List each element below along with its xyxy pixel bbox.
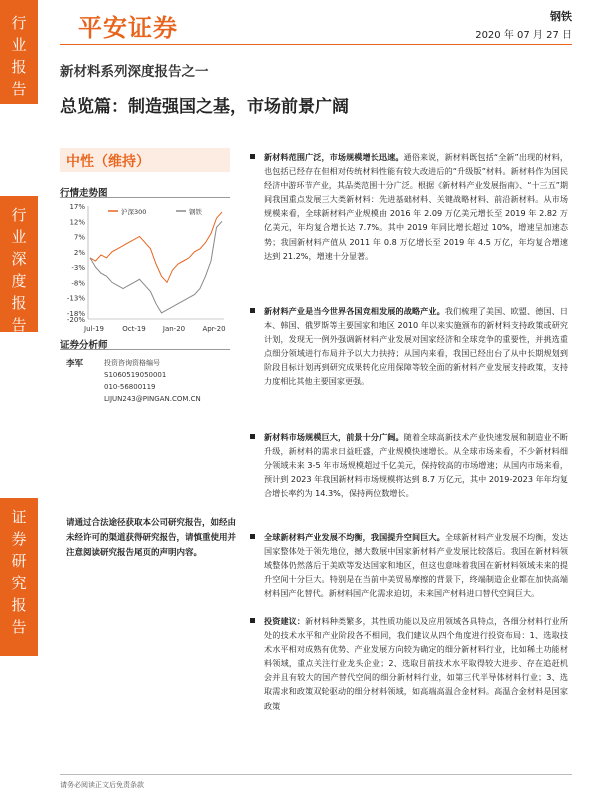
analyst-id: S1060519050001: [104, 371, 167, 379]
chart-section-label: 行情走势图: [60, 188, 108, 199]
x-tick-label: Jan-20: [162, 325, 186, 333]
summary-paragraph: [250, 614, 568, 713]
y-tick-label: 17%: [69, 203, 85, 211]
sidebar-char: 券: [11, 530, 27, 548]
sidebar-char: 行: [11, 14, 27, 32]
sidebar-char: 究: [11, 574, 27, 592]
paragraph-text: 全球新材料产业发展不均衡，发达国家整体处于领先地位，撼大数展中国家新材料产业发展比较落后。我国在新材料领域整体仍然落后于美欧等发达国家和地区，但这也意味着我国在新材料领域未来的提升空间十分巨大。特别是在当前中美贸易摩擦的背景下，终端制造企业都在加快高端材料国产化替代。新材料国产化需求迫切，未来国产材料进口替代空间巨大。: [264, 532, 568, 599]
sidebar-char: 告: [11, 316, 27, 334]
paragraph-text: 我们梳理了美国、欧盟、德国、日本、韩国、俄罗斯等主要国家和地区 2010 年以来实施颁布的新材料支持政策或研究计划，发现无一例外强调新材料产业发展对国家经济和全球竞争的重要性，并挑选重点细分领域进行布局并予以大力扶持；从国内来看，我国已经出台了从中长期规划到阶段目标计划再到研究成果转化应用保障等较全面的新材料产业发展支持政策，支持力度相比其他主要国家更强。: [264, 306, 568, 387]
analyst-title: 投资咨询资格编号: [104, 359, 160, 367]
sidebar-block-research-report: [0, 498, 38, 656]
paragraph-lead: 全球新材料产业发展不均衡，我国提升空间巨大。: [264, 532, 445, 542]
sidebar-char: 度: [11, 272, 27, 290]
x-tick-label: Jul-19: [84, 325, 104, 333]
chart-svg: [60, 200, 230, 335]
legal-notice: 请通过合法途径获取本公司研究报告，如经由未经许可的渠道获得研究报告，请慎重使用并注意阅读研究报告尾页的声明内容。: [66, 518, 237, 558]
paragraph-text: 随着全球高新技术产业快速发展和制造业不断升级，新材料的需求日益旺盛，产业规模快速增长。从全球市场来看，不少新材料细分领域未来 3-5 年市场规模超过千亿美元，保持较高的市场增速；从国内市场来看，预计到 2023 年我国新材料市场规模将达到 8.7 万亿元，其中 2019-2023 年年均复合增长率约为 14.3%，保持两位数增长。: [264, 432, 568, 499]
sidebar-char: 行: [11, 206, 27, 224]
report-date: 2020 年 07 月 27 日: [475, 30, 572, 41]
sidebar-char: 业: [11, 36, 27, 54]
analyst-section-label: 证券分析师: [60, 340, 108, 351]
sidebar-char: 研: [11, 552, 27, 570]
x-tick-label: Oct-19: [122, 325, 146, 333]
footer-divider: [60, 774, 572, 775]
bullet-icon: [250, 434, 255, 439]
sidebar-char: 证: [11, 508, 27, 526]
analyst-info: [104, 357, 201, 405]
industry-label: 钢铁: [550, 10, 572, 23]
sidebar-char: 报: [11, 294, 27, 312]
summary-paragraph: [250, 430, 568, 500]
bullet-icon: [250, 618, 255, 623]
y-tick-label: -8%: [71, 279, 85, 288]
summary-paragraph: [250, 150, 568, 263]
y-tick-label: -18%: [66, 309, 85, 318]
sidebar-block-depth-report: [0, 196, 38, 332]
legend-label: 钢铁: [189, 208, 202, 216]
sidebar-char: 报: [11, 596, 27, 614]
left-sidebar: [0, 0, 38, 800]
rating-badge: 中性（维持）: [60, 148, 230, 172]
sidebar-char: 告: [11, 80, 27, 98]
company-logo: 平安证券: [78, 14, 178, 42]
paragraph-lead: 新材料产业是当今世界各国竞相发展的战略产业。: [264, 306, 445, 316]
summary-paragraph: [250, 530, 568, 600]
analyst-email: LIJUN243@PINGAN.COM.CN: [104, 395, 201, 403]
y-tick-label: 12%: [69, 218, 85, 227]
sidebar-char: 报: [11, 58, 27, 76]
y-tick-label: 2%: [73, 248, 85, 257]
paragraph-text: 新材料种类繁多，其性质功能以及应用领域各具特点，各细分材料行业所处的技术水平和产业阶段各不相同，我们建议从四个角度进行投资布局：1、选取技术水平相对成熟有优势、产业发展方向较为确定的细分新材料行业，比如稀土功能材料领域，重点关注行业龙头企业；2、选取目前技术水平取得较大进步、存在追赶机会并且有较大的国产替代空间的细分新材料行业，如第三代半导体材料行业；3、选取需求和政策双轮驱动的细分材料领域，如高端高温合金材料。高温合金材料是国家政策: [264, 616, 568, 711]
summary-paragraph: [250, 304, 568, 389]
report-title: 总览篇：制造强国之基，市场前景广阔: [60, 97, 349, 117]
series-line: [90, 221, 222, 313]
y-tick-label: -13%: [66, 294, 85, 303]
bullet-icon: [250, 534, 255, 539]
series-line: [90, 212, 222, 282]
header-divider: [60, 44, 572, 45]
analyst-name: 李军: [66, 359, 84, 369]
bullet-icon: [250, 154, 255, 159]
sidebar-block-report-type: [0, 0, 38, 104]
sidebar-char: 业: [11, 228, 27, 246]
report-subtitle: 新材料系列深度报告之一: [60, 64, 209, 80]
analyst-label-divider: [60, 349, 230, 350]
y-tick-label: -3%: [71, 264, 85, 273]
chart-label-divider: [60, 197, 230, 198]
sidebar-char: 告: [11, 618, 27, 636]
sidebar-char: 深: [11, 250, 27, 268]
analyst-phone: 010-56800119: [104, 383, 156, 391]
paragraph-lead: 新材料范围广泛，市场规模增长迅速。: [264, 152, 404, 162]
y-tick-label: 7%: [73, 233, 85, 242]
y-tick-label: -20%: [66, 316, 85, 324]
x-tick-label: Apr-20: [202, 325, 226, 333]
paragraph-text: 通俗来说，新材料既包括“全新”出现的材料，也包括已经存在但相对传统材料性能有较大改进后的“升级版”材料。新材料作为国民经济中游环节产业，其品类范围十分广泛。根据《新材料产业发展指南》、“十三五”期间我国重点发展三大类新材料：先进基础材料、关键战略材料、前沿新材料。从市场规模来看，全球新材料产业规模由 2016 年 2.09 万亿美元增长至 2019 年 2.82 万亿美元，年均复合增长达 7.7%。其中 2019 年同比增长超过 10%，增速呈加速态势；我国新材料产值从 2011 年 0.8 万亿增长至 2019 年 4.5 万亿，年均复合增速达到 21.2%，增速十分显著。: [264, 152, 568, 261]
bullet-icon: [250, 308, 255, 313]
price-trend-chart: [60, 200, 230, 335]
paragraph-lead: 新材料市场规模巨大，前景十分广阔。: [264, 432, 404, 442]
footer-disclaimer: 请务必阅读正文后免责条款: [60, 781, 144, 789]
paragraph-lead: 投资建议：: [264, 616, 306, 626]
legend-label: 沪深300: [121, 208, 147, 216]
